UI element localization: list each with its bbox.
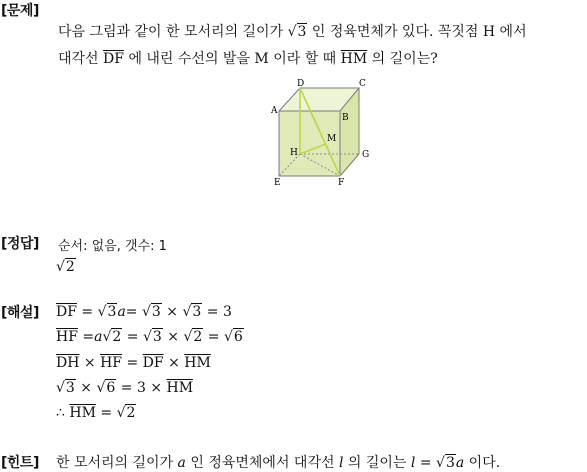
problem-label: [문제]: [1, 3, 39, 19]
solution-label: [해설]: [1, 305, 39, 321]
solution-line-3: $\overline{DH} \times \overline{HF} = \overline{DF} \times \overline{HM}$: [56, 355, 211, 371]
answer-value: [56, 259, 76, 275]
vertex-label-f: F: [338, 178, 345, 188]
solution-line-2: $\overline{HF} =a√2 = √3 \times √2 = √6$: [56, 329, 243, 345]
vertex-label-d: D: [297, 79, 305, 89]
problem-text: 대각선: [58, 51, 99, 67]
solution-line-5: ∴ $\overline{HM} = √2$: [56, 405, 136, 421]
problem-line-2: [58, 48, 438, 68]
answer-label: [정답]: [1, 236, 39, 252]
hint-label: [힌트]: [1, 455, 39, 471]
sqrt-2: √2: [56, 259, 75, 275]
solution-line-1: $\overline{DF} = √3a= √3 \times √3 = 3$: [56, 304, 232, 320]
vertex-label-e: E: [274, 178, 281, 188]
vertex-label-a: A: [271, 106, 278, 116]
problem-text: 의 길이는?: [371, 51, 438, 67]
vertex-label-m: M: [327, 134, 337, 144]
segment-hm: $\overline{HM}$: [340, 51, 368, 67]
vertex-label-h: H: [290, 148, 298, 158]
vertex-label-b: B: [342, 113, 349, 123]
answer-line-1: 순서: 없음, 갯수: 1: [58, 239, 167, 254]
problem-line-1: [58, 21, 527, 41]
problem-text: 인 정육면체가 있다. 꼭짓점 H 에서: [311, 24, 527, 40]
solution-line-4: $√3 \times √6 = 3 \times \overline{HM}$: [56, 380, 194, 396]
segment-df: $\overline{DF}$: [103, 51, 124, 67]
sqrt-3: √3: [287, 24, 307, 40]
vertex-label-g: G: [362, 150, 370, 160]
hint-line: 한 모서리의 길이가 a 인 정육면체에서 대각선 l 의 길이는 l = √3a 이다.: [56, 455, 501, 471]
cube-figure: [266, 78, 384, 190]
problem-text: 다음 그림과 같이 한 모서리의 길이가: [58, 24, 284, 40]
problem-text: 에 내린 수선의 발을 M 이라 할 때: [128, 51, 337, 67]
vertex-label-c: C: [359, 79, 366, 89]
